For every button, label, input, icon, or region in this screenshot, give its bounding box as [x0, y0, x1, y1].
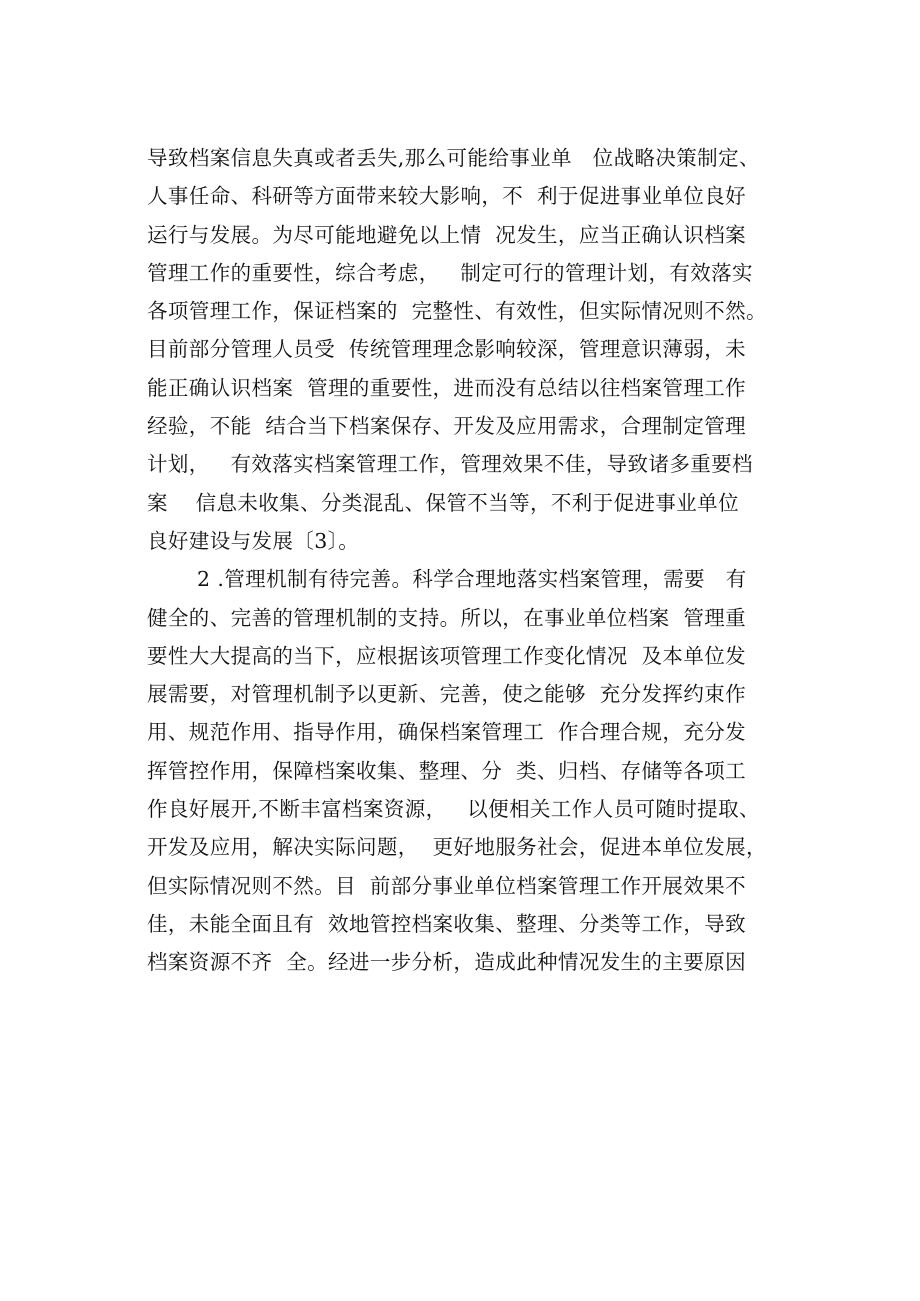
text-line: 案 信息未收集、分类混乱、保管不当等，不利于促进事业单位	[147, 490, 739, 515]
text-line: 健全的、完善的管理机制的支持。所以，在事业单位档案 管理重	[147, 605, 747, 630]
text-line: 目前部分管理人员受 传统管理理念影响较深，管理意识薄弱，未	[147, 337, 747, 362]
text-line: 良好建设与发展〔3〕。	[147, 528, 360, 553]
text-line: 各项管理工作，保证档案的 完整性、有效性，但实际情况则不然。	[147, 299, 767, 324]
text-line: 要性大大提高的当下，应根据该项管理工作变化情况 及本单位发	[147, 643, 747, 668]
text-line: 能正确认识档案 管理的重要性，进而没有总结以往档案管理工作	[147, 375, 747, 400]
text-line: 作良好展开,不断丰富档案资源， 以便相关工作人员可随时提取、	[147, 797, 760, 822]
text-line: 展需要，对管理机制予以更新、完善，使之能够 充分发挥约束作	[147, 682, 747, 707]
text-line: 人事任命、科研等方面带来较大影响，不 利于促进事业单位良好	[147, 184, 747, 209]
text-line: 档案资源不齐 全。经进一步分析，造成此种情况发生的主要原因	[147, 950, 747, 975]
text-line: 佳，未能全面且有 效地管控档案收集、整理、分类等工作，导致	[147, 911, 747, 936]
text-line: 运行与发展。为尽可能地避免以上情 况发生，应当正确认识档案	[147, 222, 747, 247]
text-line: 挥管控作用，保障档案收集、整理、分 类、归档、存储等各项工	[147, 758, 747, 783]
text-line: 导致档案信息失真或者丢失,那么可能给事业单 位战略决策制定、	[147, 146, 760, 170]
text-line: 2 .管理机制有待完善。科学合理地落实档案管理，需要 有	[197, 567, 747, 592]
text-line: 管理工作的重要性，综合考虑， 制定可行的管理计划，有效落实	[147, 260, 753, 285]
text-line: 计划， 有效落实档案管理工作，管理效果不佳，导致诸多重要档	[147, 452, 753, 477]
text-line: 开发及应用，解决实际问题， 更好地服务社会，促进本单位发展，	[147, 835, 767, 860]
text-line: 经验，不能 结合当下档案保存、开发及应用需求，合理制定管理	[147, 414, 747, 439]
text-line: 用、规范作用、指导作用，确保档案管理工 作合理合规，充分发	[147, 720, 747, 745]
paragraph-1	[147, 139, 807, 560]
paragraph-2	[147, 560, 807, 981]
text-line: 但实际情况则不然。目 前部分事业单位档案管理工作开展效果不	[147, 873, 747, 898]
body-text	[147, 139, 807, 982]
